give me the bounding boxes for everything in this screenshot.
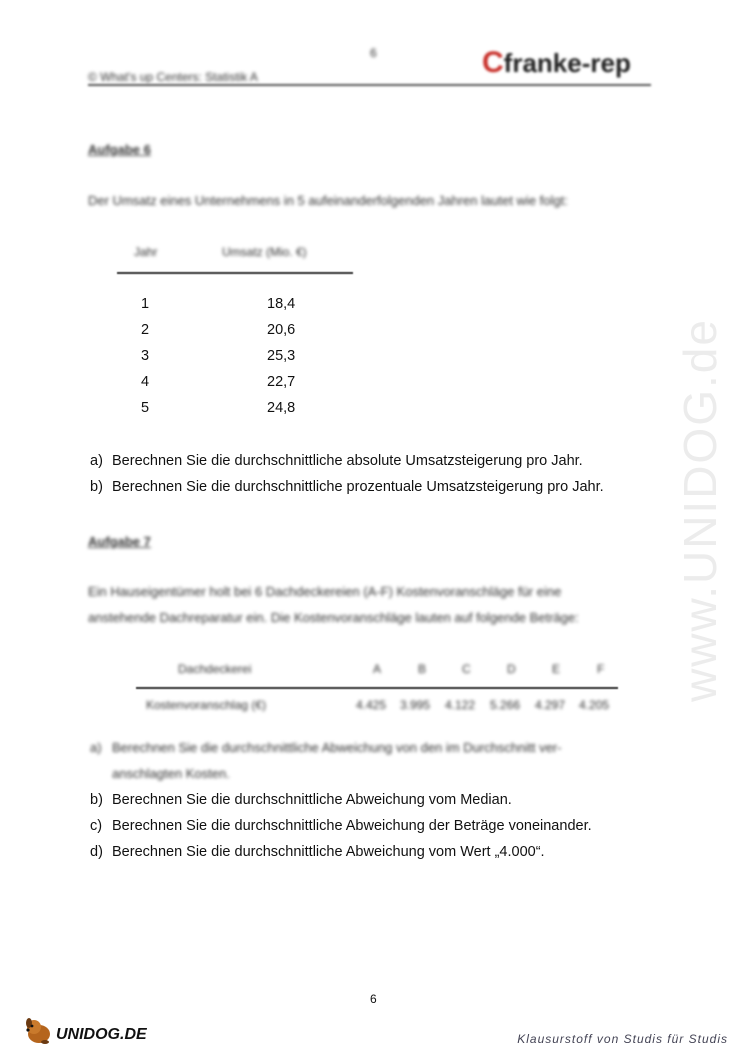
page-number: 6 [370,992,377,1006]
task6-qb-text: Berechnen Sie die durchschnittliche prozentuale Umsatzsteigerung pro Jahr. [112,479,604,495]
table-cell-year: 4 [141,374,150,390]
task6-qb-label: b) [90,479,103,495]
header-logo [482,46,631,80]
task7-qb-text: Berechnen Sie die durchschnittliche Abweichung vom Median. [112,792,512,808]
task7-qc-text: Berechnen Sie die durchschnittliche Abweichung der Beträge voneinander. [112,818,592,834]
task6-col-year: Jahr [134,245,158,259]
task7-table-head-label: Dachdeckerei [178,662,252,676]
task7-qd-label: d) [90,844,103,860]
header-left-text: © What's up Centers: Statistik A [88,70,258,84]
task7-qa-text-line2: anschlagten Kosten. [112,766,230,781]
task7-intro-line1: Ein Hauseigentümer holt bei 6 Dachdeckereien (A-F) Kostenvoranschläge für eine [88,584,562,599]
task7-table-rule [136,687,618,689]
task7-table-head-cell: C [462,662,471,676]
task6-qa-text: Berechnen Sie die durchschnittliche absolute Umsatzsteigerung pro Jahr. [112,453,583,469]
task7-table-head-cell: B [418,662,427,676]
header-rule [88,84,651,86]
task7-qd-text: Berechnen Sie die durchschnittliche Abweichung vom Wert „4.000“. [112,844,545,860]
table-cell-sales: 24,8 [267,400,296,416]
task6-col-sales: Umsatz (Mio. €) [222,245,307,259]
header-page-marker: 6 [370,46,377,60]
task7-table-head-cell: E [552,662,561,676]
task7-table-head-cell: F [597,662,605,676]
task7-table-cell: 3.995 [400,698,431,712]
task7-qa-label: a) [90,740,102,755]
task6-title: Aufgabe 6 [88,142,151,157]
task7-title: Aufgabe 7 [88,534,151,549]
task7-table-row-label: Kostenvoranschlag (€) [146,698,267,712]
task7-qb-label: b) [90,792,103,808]
task7-intro-line2: anstehende Dachreparatur ein. Die Kostenvoranschläge lauten auf folgende Beträge: [88,610,579,625]
task7-qa-text-line1: Berechnen Sie die durchschnittliche Abweichung von den im Durchschnitt ver- [112,740,562,755]
task6-qa-label: a) [90,453,103,469]
task6-table-rule [117,272,353,274]
task7-table-head-cell: A [373,662,382,676]
footer-brand: UNIDOG.DE [56,1026,147,1043]
dog-logo-icon [22,1014,54,1046]
table-cell-year: 5 [141,400,150,416]
task7-qc-label: c) [90,818,103,834]
table-cell-sales: 25,3 [267,348,296,364]
logo-mark-icon: C [482,46,504,79]
table-cell-sales: 18,4 [267,296,296,312]
task7-table-cell: 4.297 [535,698,566,712]
task7-table-cell: 4.425 [356,698,387,712]
footer-tagline: Klausurstoff von Studis für Studis [517,1032,728,1046]
table-cell-year: 2 [141,322,150,338]
logo-text: franke-rep [503,48,631,78]
table-cell-sales: 22,7 [267,374,296,390]
task7-table-cell: 4.205 [579,698,610,712]
table-cell-year: 3 [141,348,150,364]
table-cell-sales: 20,6 [267,322,296,338]
watermark-text: www.UNIDOG.de [674,318,726,702]
task7-table-cell: 4.122 [445,698,476,712]
task7-table-cell: 5.266 [490,698,521,712]
task6-intro: Der Umsatz eines Unternehmens in 5 aufeinanderfolgenden Jahren lautet wie folgt: [88,193,568,208]
table-cell-year: 1 [141,296,150,312]
task7-table-head-cell: D [507,662,516,676]
